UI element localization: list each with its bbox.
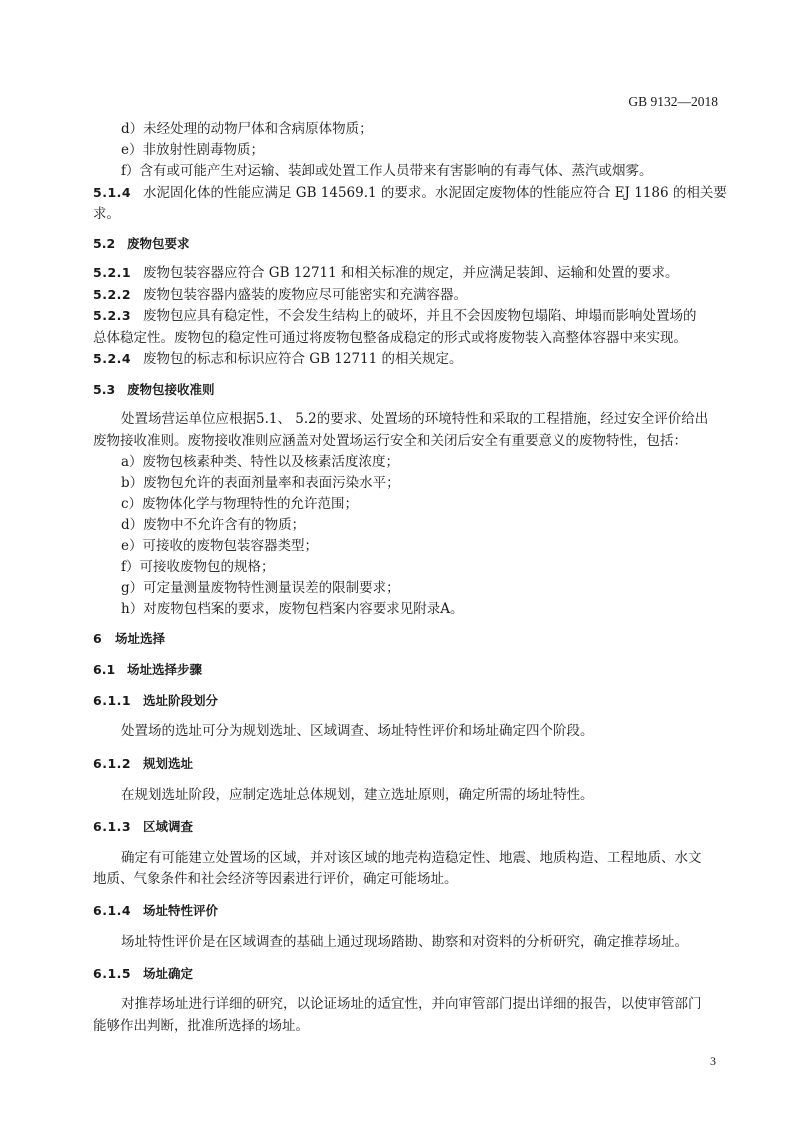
subsection-title: 选址阶段划分 <box>143 693 219 708</box>
subsection-number: 6.1.2 <box>93 756 132 771</box>
section-heading-6-1 <box>93 660 202 680</box>
clause-5-1-4 <box>93 183 727 203</box>
list-item: c）废物体化学与物理特性的允许范围； <box>121 496 359 512</box>
paragraph-6-1-2: 在规划选址阶段，应制定选址总体规划，建立选址原则，确定所需的场址特性。 <box>121 787 594 803</box>
subsection-heading-6-1-2 <box>93 754 193 774</box>
list-item: d）废物中不允许含有的物质； <box>121 517 306 533</box>
section-heading-5-3 <box>93 380 215 400</box>
section-heading-5-2 <box>93 234 190 254</box>
subsection-heading-6-1-5 <box>93 964 193 984</box>
section-title: 场址选择步骤 <box>127 662 203 677</box>
clause-5-2-4 <box>93 349 463 369</box>
clause-text: 水泥固化体的性能应满足 GB 14569.1 的要求。水泥固定废物体的性能应符合 EJ 1186 的相关要 <box>143 185 727 201</box>
clause-number: 5.2.1 <box>93 265 132 280</box>
subsection-title: 场址确定 <box>143 966 194 981</box>
clause-text: 废物包的标志和标识应符合 GB 12711 的相关规定。 <box>143 351 463 367</box>
paragraph-6-1-5-line1: 对推荐场址进行详细的研究，以论证场址的适宜性，并向审管部门提出详细的报告，以使审管部门 <box>121 996 702 1012</box>
subsection-number: 6.1.5 <box>93 966 132 981</box>
clause-5-2-2 <box>93 285 467 305</box>
page-number: 3 <box>710 1054 716 1068</box>
list-item: g）可定量测量废物特性测量误差的限制要求； <box>121 580 400 596</box>
section-number: 5.3 <box>93 382 116 397</box>
paragraph-5-3-line1: 处置场营运单位应根据5.1、 5.2的要求、处置场的环境特性和采取的工程措施，经过安全评价给出 <box>121 411 709 427</box>
paragraph-5-3-line2: 废物接收准则。废物接收准则应涵盖对处置场运行安全和关闭后安全有重要意义的废物特性，包括： <box>93 433 687 449</box>
chapter-title: 场址选择 <box>115 631 166 646</box>
subsection-title: 区域调查 <box>143 819 194 834</box>
list-item-e: e）非放射性剧毒物质； <box>121 142 264 158</box>
subsection-heading-6-1-4 <box>93 901 218 921</box>
clause-number: 5.2.4 <box>93 351 132 366</box>
clause-5-2-1 <box>93 263 679 283</box>
subsection-heading-6-1-3 <box>93 817 193 837</box>
subsection-title: 规划选址 <box>143 756 194 771</box>
list-item: b）废物包允许的表面剂量率和表面污染水平； <box>121 475 400 491</box>
section-title: 废物包要求 <box>127 236 190 251</box>
clause-number: 5.2.3 <box>93 308 132 323</box>
paragraph-6-1-3-line2: 地质、气象条件和社会经济等因素进行评价，确定可能场址。 <box>93 871 458 887</box>
clause-text: 废物包应具有稳定性，不会发生结构上的破坏，并且不会因废物包塌陷、坤塌而影响处置场的 <box>143 308 697 324</box>
clause-text: 废物包装容器内盛装的废物应尽可能密实和充满容器。 <box>143 287 467 303</box>
chapter-number: 6 <box>93 631 102 646</box>
clause-5-1-4-cont: 求。 <box>93 206 120 222</box>
clause-number: 5.2.2 <box>93 287 132 302</box>
subsection-number: 6.1.4 <box>93 903 132 918</box>
subsection-title: 场址特性评价 <box>143 903 219 918</box>
section-number: 6.1 <box>93 662 116 677</box>
chapter-heading-6 <box>93 629 165 649</box>
list-item: f）可接收废物包的规格； <box>121 559 275 575</box>
list-item-f: f）含有或可能产生对运输、装卸或处置工作人员带来有害影响的有毒气体、蒸汽或烟雾。 <box>121 163 653 179</box>
clause-number: 5.1.4 <box>93 185 132 200</box>
clause-text: 废物包装容器应符合 GB 12711 和相关标准的规定，并应满足装卸、运输和处置的要求。 <box>143 265 679 281</box>
list-item-d: d）未经处理的动物尸体和含病原体物质； <box>121 121 373 137</box>
section-title: 废物包接收准则 <box>127 382 215 397</box>
paragraph-6-1-4: 场址特性评价是在区域调查的基础上通过现场踏勘、勘察和对资料的分析研究，确定推荐场址。 <box>121 934 688 950</box>
subsection-number: 6.1.1 <box>93 693 132 708</box>
paragraph-6-1-3-line1: 确定有可能建立处置场的区域，并对该区域的地壳构造稳定性、地震、地质构造、工程地质、水文 <box>121 850 702 866</box>
clause-5-2-3-cont: 总体稳定性。废物包的稳定性可通过将废物包整备成稳定的形式或将废物装入高整体容器中来实现。 <box>93 330 687 346</box>
subsection-number: 6.1.3 <box>93 819 132 834</box>
list-item: h）对废物包档案的要求，废物包档案内容要求见附录A。 <box>121 601 464 617</box>
clause-5-2-3 <box>93 306 697 326</box>
paragraph-6-1-5-line2: 能够作出判断，批准所选择的场址。 <box>93 1018 309 1034</box>
paragraph-6-1-1: 处置场的选址可分为规划选址、区域调查、场址特性评价和场址确定四个阶段。 <box>121 723 594 739</box>
subsection-heading-6-1-1 <box>93 691 218 711</box>
document-code: GB 9132—2018 <box>628 94 718 109</box>
list-item: e）可接收的废物包装容器类型； <box>121 538 318 554</box>
list-item: a）废物包核素种类、特性以及核素活度浓度； <box>121 454 400 470</box>
section-number: 5.2 <box>93 236 116 251</box>
